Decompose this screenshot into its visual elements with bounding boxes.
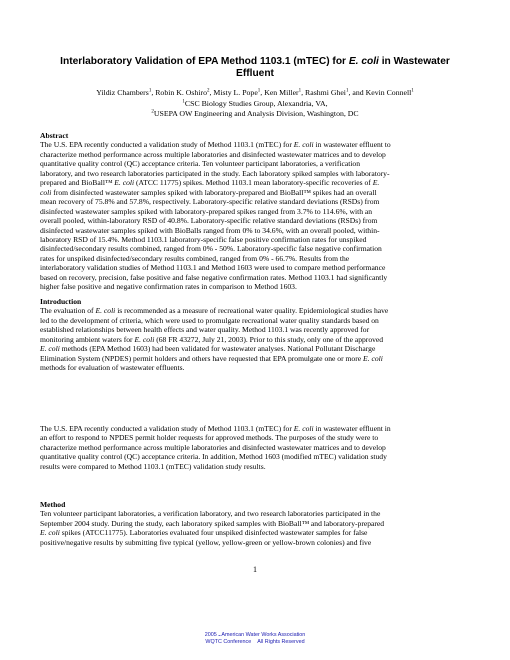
footer-line-1: 2005 .. American Water Works Association: [204, 632, 306, 638]
introduction-text-line: results were compared to Method 1103.1 (mTEC) validation study results.: [40, 461, 266, 471]
author-name: Ken Miller$^1$: [264, 88, 302, 97]
introduction-paragraph-2: [40, 424, 472, 471]
introduction-heading: Introduction: [40, 297, 82, 306]
author-name: and Kevin Connell$^1$: [352, 88, 414, 97]
method-text-line: September 2004 study. During the study, each laboratory spiked samples with BioBall™ and laboratory-prepared: [40, 518, 385, 528]
introduction-text-line: an effort to respond to NPDES permit holder requests for approved methods. The purposes of the study were to: [40, 433, 379, 443]
abstract-text-line: interlaboratory validation studies of Method 1103.1 and Method 1603 were used to compare method performance: [40, 263, 386, 273]
abstract-text-line: laboratory, and two research laboratories participated in the study. Each laboratory spiked samples with laboratory-: [40, 168, 390, 178]
author-name: Misty L. Pope$^1$: [213, 88, 261, 97]
introduction-text-line: The U.S. EPA recently conducted a validation study of Method 1103.1 (mTEC) for E. coli in wastewater effluent in: [40, 424, 391, 433]
abstract-text-line: characterize method performance across multiple laboratories and disinfected wastewater matrices and to develop: [40, 149, 386, 159]
method-paragraph: [40, 509, 472, 547]
abstract-text-line: laboratory RSD of 15.4%. Method 1103.1 laboratory-specific false positive confirmation rates for unspiked: [40, 234, 367, 244]
abstract-heading: Abstract: [40, 131, 69, 140]
author-list: Yildiz Chambers$^1$, Robin K. Oshiro$^2$, Misty L. Pope$^1$, Ken Miller$^1$, Rashmi Ghei$^1$, and Kevin Connell$^1$: [96, 88, 414, 97]
abstract-text-line: quantitative quality control (QC) acceptance criteria. Ten volunteer participant laboratories, a verification: [40, 159, 361, 169]
author-name: Rashmi Ghei$^1$: [305, 88, 349, 97]
footer-line-2: WQTC Conference All Rights Reserved: [205, 639, 305, 645]
introduction-text-line: methods for evaluation of wastewater effluents.: [40, 363, 185, 373]
abstract-text-line: disinfected wastewater samples spiked with BioBalls ranged from 0% to 34.6%, with an overall pooled, within-: [40, 225, 380, 235]
abstract-text-line: higher false positive and negative confirmation rates in comparison to Method 1603.: [40, 282, 297, 292]
abstract-text-line: overall pooled, within-laboratory RSD of 40.8%. Laboratory-specific relative standard deviations (RSDs) from: [40, 216, 378, 226]
page-number: 1: [253, 565, 257, 574]
introduction-text-line: monitoring ambient waters for E. coli (68 FR 43272, July 21, 2003). Prior to this study, only one of the approved: [40, 334, 384, 344]
introduction-text-line: Elimination System (NPDES) permit holders and others have requested that EPA promulgate one or more E. coli: [40, 353, 383, 363]
introduction-paragraph-1: [40, 306, 472, 372]
abstract-text-line: mean recovery of 75.8% and 57.8%, respectively. Laboratory-specific relative standard deviations (RSDs) from: [40, 197, 380, 207]
abstract-text-line: rates for unspiked disinfected/secondary results combined, ranged from 0% - 66.7%. Results from the: [40, 253, 350, 263]
paper-title: [40, 56, 470, 80]
abstract-section: [40, 131, 472, 292]
title-line1-post: in Wastewater: [378, 56, 450, 67]
footer-copyright: [0, 632, 510, 646]
author-name: Robin K. Oshiro$^2$: [155, 88, 210, 97]
introduction-text-line: The evaluation of E. coli is recommended as a measure of recreational water quality. Epidemiological studies have: [40, 306, 389, 316]
title-line1-pre: Interlaboratory Validation of EPA Method 1103.1 (mTEC) for: [60, 56, 349, 67]
affiliation-2: $^2$USEPA OW Engineering and Analysis Division, Washington, DC: [151, 109, 359, 119]
affiliation-1: $^1$CSC Biology Studies Group, Alexandria, VA,: [182, 98, 328, 108]
introduction-text-line: established relationships between health effects and water quality. Method 1103.1 was recently approved for: [40, 325, 370, 335]
author-block: [30, 88, 480, 120]
abstract-text-line: The U.S. EPA recently conducted a validation study of Method 1103.1 (mTEC) for E. coli in wastewater effluent to: [40, 140, 391, 150]
introduction-text-line: quantitative quality control (QC) acceptance criteria. In addition, Method 1603 (modified mTEC) validation study: [40, 452, 387, 462]
introduction-text-line: characterize method performance across multiple laboratories and disinfected wastewater matrices and to develop: [40, 442, 386, 452]
method-section: [40, 500, 472, 547]
title-line2: Effluent: [236, 68, 274, 80]
introduction-paragraph-2-block: [40, 424, 472, 471]
introduction-text-line: led to the development of criteria, which were used to promulgate recreational water quality standards based on: [40, 315, 379, 325]
author-name: Yildiz Chambers$^1$: [96, 88, 152, 97]
title-line1-italic: E. coli: [348, 56, 379, 67]
introduction-text-line: E. coli methods (EPA Method 1603) had been validated for wastewater analyses. National Pollutant Discharge: [40, 344, 376, 354]
method-text-line: Ten volunteer participant laboratories, a verification laboratory, and two research laboratories participated in the: [40, 509, 381, 519]
abstract-paragraph: [40, 140, 472, 291]
method-heading: Method: [40, 500, 66, 509]
method-text-line: positive/negative results by submitting five typical (yellow, yellow-green or yellow-brown colonies) and five: [40, 537, 372, 547]
method-text-line: E. coli spikes (ATCC11775). Laboratories evaluated four unspiked disinfected wastewater samples for false: [40, 528, 368, 538]
introduction-section: [40, 297, 472, 373]
abstract-text-line: prepared and BioBall™ E. coli (ATCC 11775) spikes. Method 1103.1 mean laboratory-specific recoveries of E.: [40, 178, 380, 188]
abstract-text-line: coli from disinfected wastewater samples spiked with laboratory-prepared and BioBall™ spikes had an overall: [40, 187, 377, 197]
abstract-text-line: disinfected wastewater samples spiked with laboratory-prepared spikes ranged from 3.7% to 114.6%, with an: [40, 206, 373, 216]
abstract-text-line: based on recovery, precision, false positive and false negative confirmation rates. Method 1103.1 had significantly: [40, 272, 388, 282]
abstract-text-line: disinfected/secondary results combined, ranged from 0% - 50%. Laboratory-specific false negative confirmation: [40, 244, 382, 254]
